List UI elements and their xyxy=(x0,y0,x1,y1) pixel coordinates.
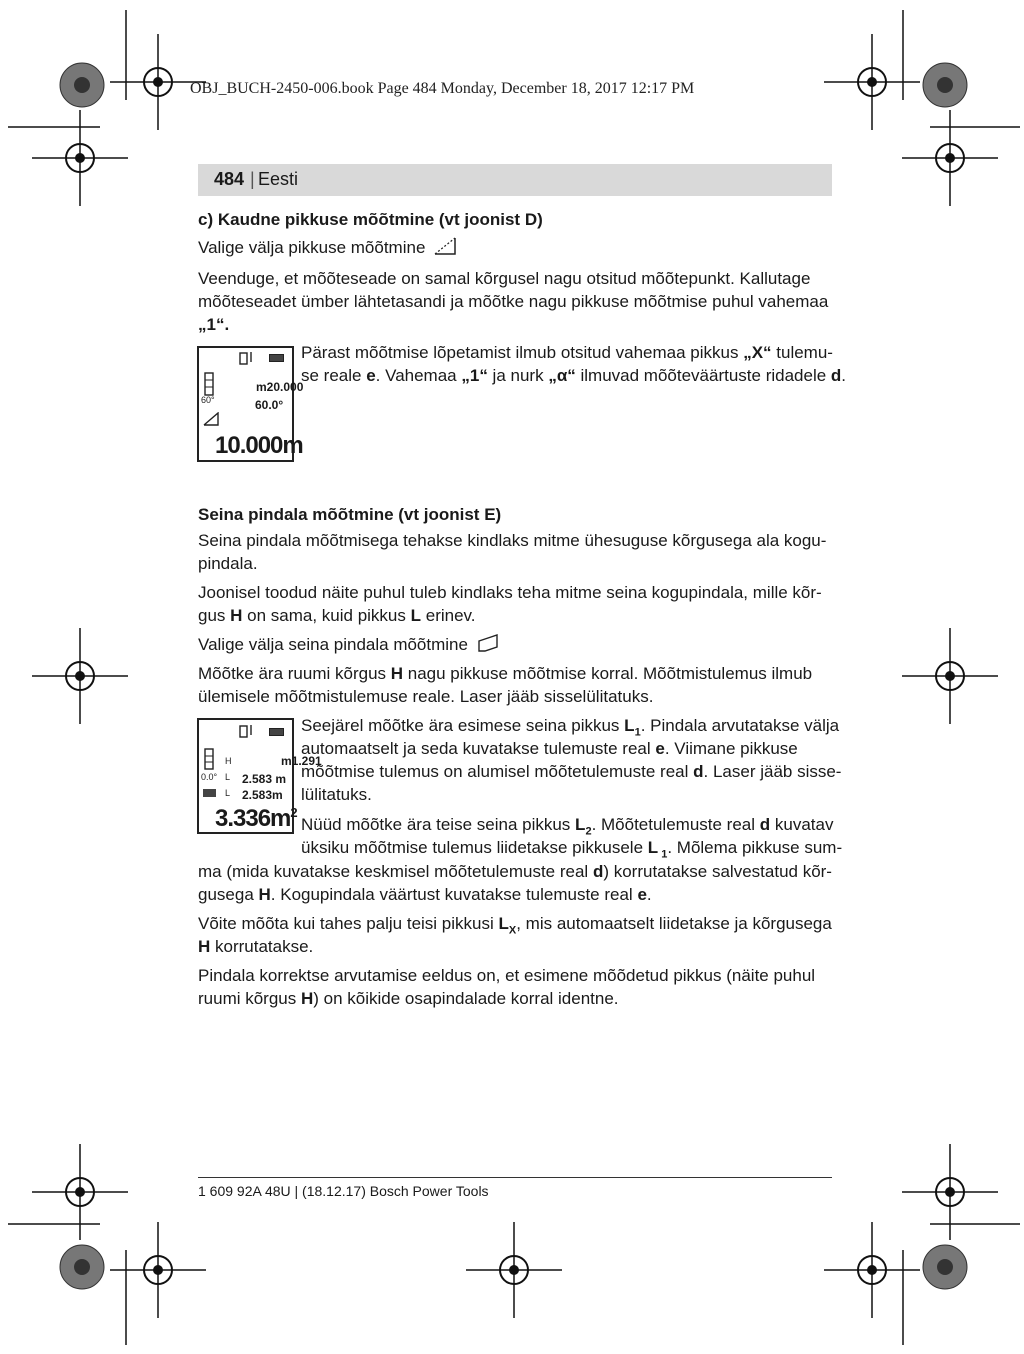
display-value-mid: 2.583 m xyxy=(242,772,287,786)
registration-rosette-top-left xyxy=(60,63,104,107)
display-result-sup: 2 xyxy=(290,805,297,820)
header-separator: | xyxy=(250,169,255,189)
wall-area-icon xyxy=(477,633,499,653)
display-label-h: H xyxy=(225,756,232,766)
memory-icon xyxy=(202,788,218,798)
wall-p5-line1: Seejärel mõõtke ära esimese seina pikkus $L_1$. Pindala arvutatakse välja xyxy=(301,716,840,739)
indirect-length-icon xyxy=(237,350,257,366)
display-value-mid: m20.000 xyxy=(256,380,304,394)
device-tilt-icon xyxy=(204,748,214,770)
wall-p5-line2: automaatselt ja seda kuvatakse tulemuste real e. Viimane pikkuse xyxy=(301,739,798,758)
display-label-l2: L xyxy=(225,788,231,798)
section-c-para3-line2: se reale e. Vahemaa „1“ ja nurk „α“ ilmuvad mõõteväärtuste ridadele d. xyxy=(301,366,847,385)
registration-rosette-bottom-right xyxy=(923,1245,967,1289)
wall-p8-line1: Pindala korrektse arvutamise eeldus on, et esimene mõõdetud pikkus (näite puhul xyxy=(198,966,816,985)
device-display-d xyxy=(197,346,304,462)
section-c-para3-line1: Pärast mõõtmise lõpetamist ilmub otsitud vahemaa pikkus „X“ tulemu- xyxy=(301,343,833,362)
wall-p1-line1: Seina pindala mõõtmisega tehakse kindlaks mitme ühesuguse kõrgusega ala kogu- xyxy=(198,531,827,550)
wall-p7-line1: Võite mõõta kui tahes palju teisi pikkusi $L_X$, mis automaatselt liidetakse ja kõrgusega xyxy=(198,914,832,937)
wall-p5-line3: mõõtmise tulemus on alumisel mõõtetulemuste real d. Laser jääb sisse- xyxy=(301,762,842,781)
display-angle-small: 60° xyxy=(201,395,215,405)
display-label-l1: L xyxy=(225,772,231,782)
wall-p2-line2: gus H on sama, kuid pikkus L erinev. xyxy=(198,606,476,625)
wall-area-mode-icon xyxy=(237,723,257,739)
display-result: $3.336m^2$ xyxy=(215,805,297,832)
wall-p4-line1: Mõõtke ära ruumi kõrgus H nagu pikkuse mõõtmise korral. Mõõtmistulemus ilmub xyxy=(198,664,813,683)
display-result: 10.000m xyxy=(215,432,303,459)
footer-rule xyxy=(198,1177,832,1178)
battery-icon xyxy=(269,728,285,736)
registration-rosette-top-right xyxy=(923,63,967,107)
display-angle: 60.0° xyxy=(255,398,284,412)
page-footer: 1 609 92A 48U | (18.12.17) Bosch Power Tools xyxy=(198,1183,489,1199)
wall-p6-line4: gusega H. Kogupindala väärtust kuvatakse tulemuste real e. xyxy=(198,885,652,904)
section-c-para2-line3: „1“. xyxy=(198,315,230,334)
section-c-line1: Valige välja pikkuse mõõtmine xyxy=(198,236,457,259)
length-measure-icon xyxy=(433,236,457,256)
page-header xyxy=(198,164,832,196)
display-value-low: 2.583m xyxy=(242,788,283,802)
wall-p2-line1: Joonisel toodud näite puhul tuleb kindlaks teha mitme seina kogupindala, mille kõr- xyxy=(198,583,822,602)
display-value-top: m1.291 xyxy=(281,754,322,768)
device-tilt-icon xyxy=(204,372,214,396)
wall-p6-line1: Nüüd mõõtke ära teise seina pikkus $L_2$. Mõõtetulemuste real d kuvatav xyxy=(301,815,834,838)
wall-p6-line3: ma (mida kuvatakse keskmisel mõõtetulemuste real d) korrutatakse salvestatud kõr- xyxy=(198,862,832,881)
device-display-e xyxy=(197,718,322,834)
wall-p3: Valige välja seina pindala mõõtmine xyxy=(198,633,499,656)
page-number: 484 xyxy=(214,169,245,189)
registration-rosette-bottom-left xyxy=(60,1245,104,1289)
wall-p1-line2: pindala. xyxy=(198,554,258,573)
wall-p5-line4: lülitatuks. xyxy=(301,785,372,804)
angle-triangle-icon xyxy=(203,412,219,426)
section-c-para2-line2: mõõteseadet ümber lähtetasandi ja mõõtke nagu pikkuse mõõtmise puhul vahemaa xyxy=(198,292,829,311)
header-language: Eesti xyxy=(258,169,299,189)
battery-icon xyxy=(269,354,285,362)
wall-p4-line2: ülemisele mõõtmistulemuse reale. Laser jääb sisselülitatuks. xyxy=(198,687,654,706)
print-slug: OBJ_BUCH-2450-006.book Page 484 Monday, December 18, 2017 12:17 PM xyxy=(190,80,695,97)
wall-p8-line2: ruumi kõrgus H) on kõikide osapindalade korral identne. xyxy=(198,989,619,1008)
section-wall-heading: Seina pindala mõõtmine (vt joonist E) xyxy=(198,505,502,524)
wall-p7-line2: H korrutatakse. xyxy=(198,937,314,956)
wall-p6-line2: üksiku mõõtmise tulemus liidetakse pikkusele L $_1$. Mõlema pikkuse sum- xyxy=(301,838,843,861)
section-c-para2-line1: Veenduge, et mõõteseade on samal kõrgusel nagu otsitud mõõtepunkt. Kallutage xyxy=(198,269,811,288)
display-angle: 0.0° xyxy=(201,772,218,782)
section-c-heading: c) Kaudne pikkuse mõõtmine (vt joonist D) xyxy=(198,210,543,229)
